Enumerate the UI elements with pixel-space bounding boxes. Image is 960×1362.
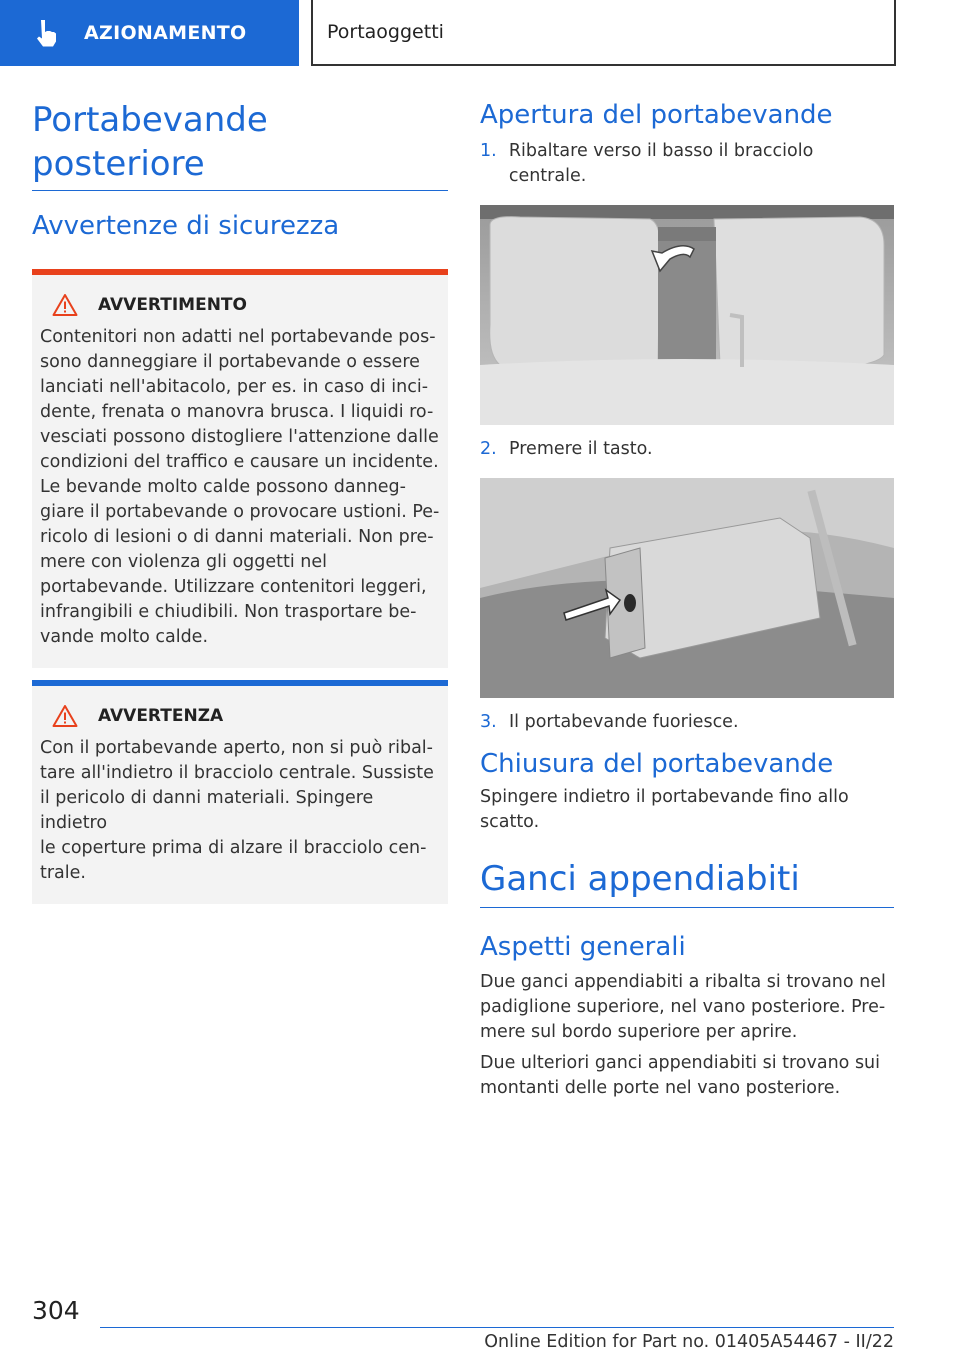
caution-text: Con il portabevande aperto, non si può ribal- tare all'indietro il bracciolo centrale. Sussiste il pericolo di danni materiali. Spingere indietro le coperture prima di alzare il bracciolo cen- trale. <box>40 738 434 883</box>
chapter-tab[interactable] <box>311 0 896 66</box>
pointing-hand-icon <box>32 18 62 48</box>
step-item: 1. Ribaltare verso il basso il bracciolo centrale. <box>480 141 814 186</box>
close-text: Spingere indietro il portabevande fino allo scatto. <box>480 787 849 832</box>
hooks-general-heading: Aspetti generali <box>480 932 686 962</box>
warning-triangle-icon <box>52 293 78 317</box>
hooks-paragraph: Due ulteriori ganci appendiabiti si trovano sui montanti delle porte nel vano posteriore. <box>480 1053 881 1098</box>
step-item: 3. Il portabevande fuoriesce. <box>480 712 739 732</box>
footer-divider <box>100 1327 894 1328</box>
right-column <box>480 98 894 1101</box>
caution-box <box>32 680 448 904</box>
hooks-title: Ganci appendiabiti <box>480 859 800 899</box>
left-column <box>32 98 448 904</box>
cupholder-button-photo <box>480 478 894 698</box>
hooks-divider <box>480 907 894 908</box>
section-label: AZIONAMENTO <box>84 22 247 44</box>
page-title: Portabevande posteriore <box>32 100 268 184</box>
warning-triangle-icon <box>52 704 78 728</box>
close-heading: Chiusura del portabevande <box>480 749 834 779</box>
edition-info: Online Edition for Part no. 01405A54467 - II/22 <box>484 1332 894 1352</box>
hooks-paragraph: Due ganci appendiabiti a ribalta si trovano nel padiglione superiore, nel vano posteriore. Pre- mere sul bordo superiore per aprire. <box>480 972 886 1042</box>
page-number: 304 <box>32 1296 80 1325</box>
caution-title: AVVERTENZA <box>98 706 224 726</box>
warning-text: Contenitori non adatti nel portabevande pos- sono danneggiare il portabevande o essere lanciati nell'abitacolo, per es. in caso di inci- dente, frenata o manovra brusca. I liquidi ro- vesciati possono distogliere l'attenzione dalle condizioni del traffico e causare un incidente. Le bevande molto calde possono danneg- giare il portabevande o provocare ustioni. Pe- ricolo di lesioni o di danni materiali. Non pre- mere con violenza gli oggetti nel portabevande. Utilizzare contenitori leggeri, infrangibili e chiudibili. Non trasportare be- vande molto calde. <box>40 327 440 647</box>
warning-title: AVVERTIMENTO <box>98 295 247 315</box>
warning-box <box>32 269 448 668</box>
safety-heading: Avvertenze di sicurezza <box>32 211 340 241</box>
title-divider <box>32 190 448 191</box>
chapter-label: Portaoggetti <box>327 21 444 43</box>
rear-seat-armrest-photo <box>480 205 894 425</box>
open-heading: Apertura del portabevande <box>480 100 833 130</box>
step-item: 2. Premere il tasto. <box>480 439 653 459</box>
section-header[interactable] <box>0 0 299 66</box>
